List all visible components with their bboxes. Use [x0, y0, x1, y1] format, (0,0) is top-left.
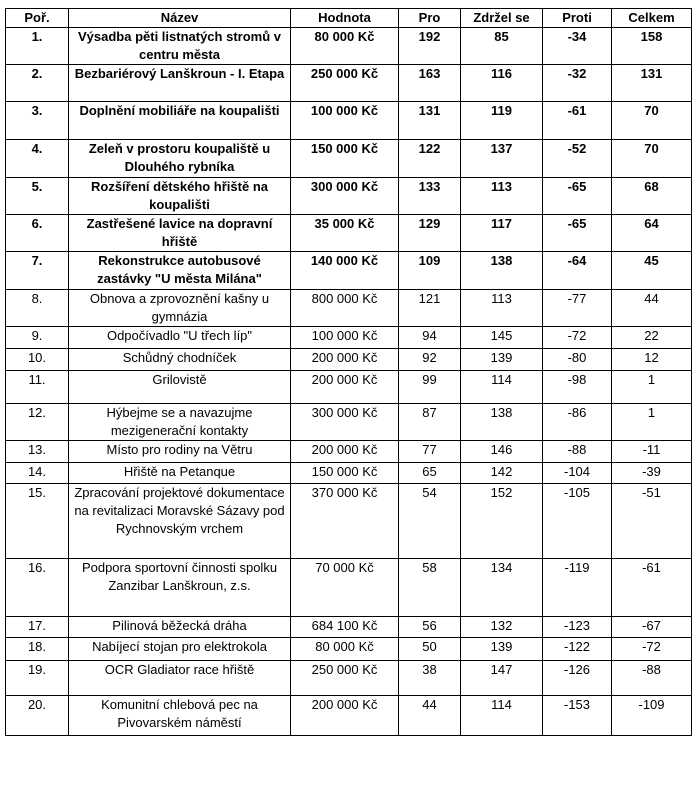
row-name: Doplnění mobiliáře na koupališti: [69, 102, 291, 140]
row-number: 8.: [6, 290, 69, 327]
table-row: [6, 252, 692, 290]
row-abstain: 85: [461, 28, 543, 65]
row-abstain: 134: [461, 559, 543, 617]
row-number: 13.: [6, 441, 69, 463]
row-abstain: 113: [461, 178, 543, 215]
row-value: 100 000 Kč: [291, 327, 399, 349]
row-pro: 121: [399, 290, 461, 327]
row-name: Zastřešené lavice na dopravní hřiště: [69, 215, 291, 252]
row-value: 370 000 Kč: [291, 484, 399, 559]
row-pro: 163: [399, 65, 461, 102]
row-value: 150 000 Kč: [291, 463, 399, 484]
row-against: -98: [543, 371, 612, 404]
row-against: -61: [543, 102, 612, 140]
row-number: 10.: [6, 349, 69, 371]
row-against: -80: [543, 349, 612, 371]
row-pro: 65: [399, 463, 461, 484]
row-value: 80 000 Kč: [291, 28, 399, 65]
table-row: [6, 484, 692, 559]
row-abstain: 145: [461, 327, 543, 349]
table-row: [6, 28, 692, 65]
row-abstain: 114: [461, 696, 543, 736]
row-value: 140 000 Kč: [291, 252, 399, 290]
row-value: 70 000 Kč: [291, 559, 399, 617]
row-number: 6.: [6, 215, 69, 252]
row-against: -88: [543, 441, 612, 463]
row-abstain: 139: [461, 349, 543, 371]
table-row: [6, 463, 692, 484]
header-value: Hodnota: [291, 9, 399, 28]
row-pro: 129: [399, 215, 461, 252]
row-total: 68: [612, 178, 692, 215]
row-name: Bezbariérový Lanškroun - I. Etapa: [69, 65, 291, 102]
table-row: [6, 327, 692, 349]
table-row: [6, 661, 692, 696]
row-abstain: 138: [461, 404, 543, 441]
row-name: Schůdný chodníček: [69, 349, 291, 371]
table-header-row: [6, 9, 692, 28]
row-number: 5.: [6, 178, 69, 215]
table-row: [6, 102, 692, 140]
row-pro: 77: [399, 441, 461, 463]
row-pro: 38: [399, 661, 461, 696]
row-total: -39: [612, 463, 692, 484]
table-row: [6, 638, 692, 661]
row-pro: 122: [399, 140, 461, 178]
row-name: Obnova a zprovoznění kašny u gymnázia: [69, 290, 291, 327]
row-abstain: 139: [461, 638, 543, 661]
row-number: 2.: [6, 65, 69, 102]
row-name: Místo pro rodiny na Větru: [69, 441, 291, 463]
row-number: 11.: [6, 371, 69, 404]
row-total: 158: [612, 28, 692, 65]
row-name: Výsadba pěti listnatých stromů v centru města: [69, 28, 291, 65]
row-value: 80 000 Kč: [291, 638, 399, 661]
row-value: 100 000 Kč: [291, 102, 399, 140]
row-against: -153: [543, 696, 612, 736]
row-against: -86: [543, 404, 612, 441]
table-row: [6, 178, 692, 215]
row-value: 684 100 Kč: [291, 617, 399, 638]
table-row: [6, 371, 692, 404]
table-row: [6, 290, 692, 327]
row-number: 3.: [6, 102, 69, 140]
row-pro: 58: [399, 559, 461, 617]
row-name: Zeleň v prostoru koupaliště u Dlouhého rybníka: [69, 140, 291, 178]
row-pro: 133: [399, 178, 461, 215]
header-name: Název: [69, 9, 291, 28]
row-against: -65: [543, 215, 612, 252]
row-against: -34: [543, 28, 612, 65]
row-total: -72: [612, 638, 692, 661]
row-total: -109: [612, 696, 692, 736]
row-against: -52: [543, 140, 612, 178]
row-name: Odpočívadlo "U třech líp": [69, 327, 291, 349]
row-value: 200 000 Kč: [291, 696, 399, 736]
row-total: 131: [612, 65, 692, 102]
row-abstain: 142: [461, 463, 543, 484]
header-pro: Pro: [399, 9, 461, 28]
row-abstain: 137: [461, 140, 543, 178]
table-row: [6, 349, 692, 371]
table-row: [6, 696, 692, 736]
table-row: [6, 617, 692, 638]
row-abstain: 113: [461, 290, 543, 327]
row-value: 250 000 Kč: [291, 661, 399, 696]
row-name: Podpora sportovní činnosti spolku Zanzibar Lanškroun, z.s.: [69, 559, 291, 617]
table-row: [6, 441, 692, 463]
row-total: -67: [612, 617, 692, 638]
row-total: 44: [612, 290, 692, 327]
row-total: -88: [612, 661, 692, 696]
row-pro: 87: [399, 404, 461, 441]
row-against: -32: [543, 65, 612, 102]
row-name: Komunitní chlebová pec na Pivovarském náměstí: [69, 696, 291, 736]
row-total: 22: [612, 327, 692, 349]
row-value: 300 000 Kč: [291, 404, 399, 441]
row-against: -64: [543, 252, 612, 290]
row-name: OCR Gladiator race hřiště: [69, 661, 291, 696]
row-abstain: 147: [461, 661, 543, 696]
row-against: -126: [543, 661, 612, 696]
row-number: 17.: [6, 617, 69, 638]
row-number: 9.: [6, 327, 69, 349]
row-number: 7.: [6, 252, 69, 290]
row-number: 15.: [6, 484, 69, 559]
row-total: -61: [612, 559, 692, 617]
table-row: [6, 404, 692, 441]
row-abstain: 138: [461, 252, 543, 290]
row-total: -11: [612, 441, 692, 463]
row-value: 300 000 Kč: [291, 178, 399, 215]
row-pro: 109: [399, 252, 461, 290]
row-pro: 99: [399, 371, 461, 404]
header-against: Proti: [543, 9, 612, 28]
table-row: [6, 559, 692, 617]
row-number: 1.: [6, 28, 69, 65]
header-abstain: Zdržel se: [461, 9, 543, 28]
results-table-wrapper: [5, 8, 692, 736]
table-row: [6, 65, 692, 102]
header-order: Poř.: [6, 9, 69, 28]
row-name: Rozšíření dětského hřiště na koupališti: [69, 178, 291, 215]
row-abstain: 119: [461, 102, 543, 140]
row-name: Nabíjecí stojan pro elektrokola: [69, 638, 291, 661]
row-number: 19.: [6, 661, 69, 696]
row-total: 64: [612, 215, 692, 252]
row-against: -104: [543, 463, 612, 484]
row-number: 12.: [6, 404, 69, 441]
row-total: -51: [612, 484, 692, 559]
row-value: 250 000 Kč: [291, 65, 399, 102]
row-value: 150 000 Kč: [291, 140, 399, 178]
row-name: Rekonstrukce autobusové zastávky "U města Milána": [69, 252, 291, 290]
row-total: 12: [612, 349, 692, 371]
row-total: 70: [612, 102, 692, 140]
row-against: -77: [543, 290, 612, 327]
row-abstain: 152: [461, 484, 543, 559]
row-name: Hřiště na Petanque: [69, 463, 291, 484]
row-against: -105: [543, 484, 612, 559]
row-abstain: 117: [461, 215, 543, 252]
row-against: -65: [543, 178, 612, 215]
table-row: [6, 215, 692, 252]
row-total: 1: [612, 371, 692, 404]
row-number: 4.: [6, 140, 69, 178]
row-against: -72: [543, 327, 612, 349]
row-total: 45: [612, 252, 692, 290]
row-pro: 131: [399, 102, 461, 140]
row-abstain: 114: [461, 371, 543, 404]
row-pro: 94: [399, 327, 461, 349]
row-pro: 192: [399, 28, 461, 65]
row-against: -119: [543, 559, 612, 617]
row-pro: 92: [399, 349, 461, 371]
row-abstain: 132: [461, 617, 543, 638]
results-table: [5, 8, 692, 736]
table-row: [6, 140, 692, 178]
row-value: 35 000 Kč: [291, 215, 399, 252]
row-against: -123: [543, 617, 612, 638]
row-against: -122: [543, 638, 612, 661]
row-name: Pilinová běžecká dráha: [69, 617, 291, 638]
row-value: 200 000 Kč: [291, 349, 399, 371]
row-name: Grilovistě: [69, 371, 291, 404]
row-abstain: 116: [461, 65, 543, 102]
row-value: 200 000 Kč: [291, 371, 399, 404]
row-pro: 50: [399, 638, 461, 661]
row-abstain: 146: [461, 441, 543, 463]
row-pro: 56: [399, 617, 461, 638]
row-number: 14.: [6, 463, 69, 484]
row-name: Hýbejme se a navazujme mezigenerační kontakty: [69, 404, 291, 441]
row-number: 18.: [6, 638, 69, 661]
row-pro: 44: [399, 696, 461, 736]
row-value: 800 000 Kč: [291, 290, 399, 327]
row-value: 200 000 Kč: [291, 441, 399, 463]
row-total: 70: [612, 140, 692, 178]
header-total: Celkem: [612, 9, 692, 28]
row-name: Zpracování projektové dokumentace na revitalizaci Moravské Sázavy pod Rychnovským vrchem: [69, 484, 291, 559]
row-number: 20.: [6, 696, 69, 736]
row-total: 1: [612, 404, 692, 441]
row-number: 16.: [6, 559, 69, 617]
row-pro: 54: [399, 484, 461, 559]
